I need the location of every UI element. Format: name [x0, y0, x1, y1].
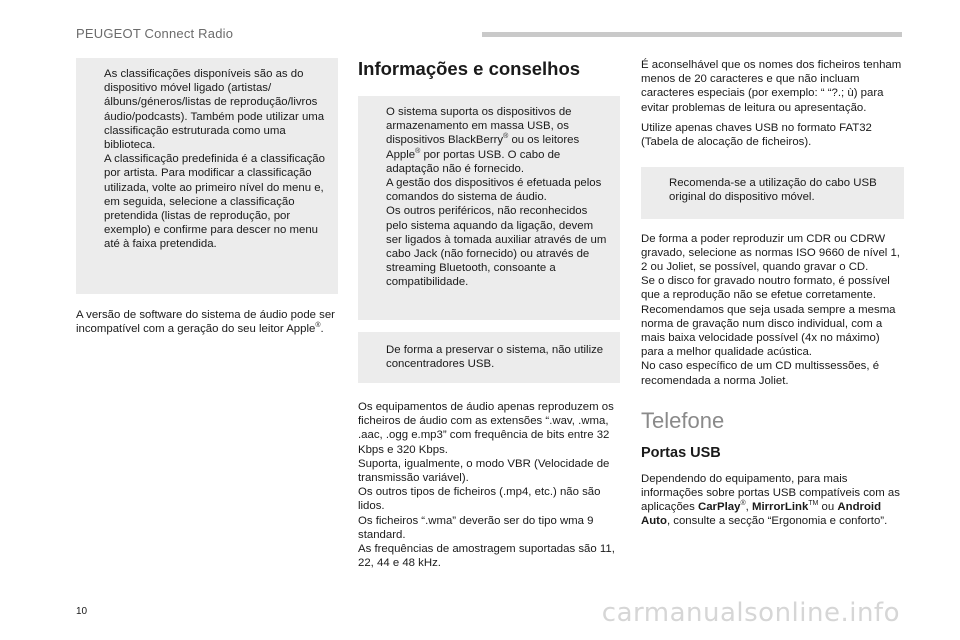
warning-box-hubs: [358, 332, 620, 383]
info-box-usb-cable: [641, 167, 904, 218]
usb-ports-text: Dependendo do equipamento, para mais informações sobre portas USB compatíveis com as aplicações CarPlay®, MirrorLink™ ou Android Auto, consulte a secção “Ergonomia e conforto”.: [641, 472, 900, 528]
warning-icon: [367, 344, 379, 362]
info-text-2: A classificação predefinida é a classificação por artista. Para modificar a classificação utilizada, volte ao primeiro nível do menu e, em seguida, selecione a classificação pretendida (listas de reprodução, por exemplo) e confirme para descer no menu até à faixa pretendida.: [104, 153, 325, 251]
info-cable-text: Recomenda-se a utilização do cabo USB original do dispositivo móvel.: [669, 177, 877, 204]
column-2: [358, 58, 620, 570]
warning-box-usb-devices: [358, 96, 620, 320]
page-number: 10: [76, 606, 88, 617]
info-text-1: As classificações disponíveis são as do dispositivo móvel ligado (artistas/álbuns/géneros/listas de reprodução/livros áudio/podcasts). Também pode utilizar uma classificação estruturada como uma biblioteca.: [104, 68, 325, 152]
audio-format-text: Os equipamentos de áudio apenas reproduzem os ficheiros de áudio com as extensões “.wav, .wma, .aac, .ogg e.mp3” com frequência de bits entre 32 Kbps e 320 Kbps. Suporta, igualmente, o modo VBR (Velocidade de transmissão variável). Os outros tipos de ficheiros (.mp4, etc.) não são lidos. Os ficheiros “.wma” deverão ser do tipo wma 9 standard. As frequências de amostragem suportadas são 11, 22, 44 e 48 kHz.: [358, 401, 615, 570]
cd-advice: De forma a poder reproduzir um CDR ou CDRW gravado, selecione as normas ISO 9660 de nível 1, 2 ou Joliet, se possível, quando gravar o CD. Se o disco for gravado noutro formato, é possível que a reprodução não se efetue corretamente. Recomendamos que seja usada sempre a mesma norma de gravação num disco individual, com a mais baixa velocidade possível (4x no máximo) para a melhor qualidade acústica. No caso específico de um CD multissessões, é recomendada a norma Joliet.: [641, 232, 900, 387]
warning-icon: [367, 106, 379, 124]
warning-text-2: A gestão dos dispositivos é efetuada pelos comandos do sistema de áudio.: [386, 177, 602, 204]
header-title: PEUGEOT Connect Radio: [76, 26, 234, 41]
info-icon: [85, 68, 97, 86]
subsection-title: Portas USB: [641, 444, 721, 461]
filename-advice: É aconselhável que os nomes dos ficheiros tenham menos de 20 caracteres e que não incluam caracteres especiais (por exemplo: “ “?.; ù) para evitar problemas de leitura ou apresentação. Utilize apenas chaves USB no formato FAT32 (Tabela de alocação de ficheiros).: [641, 59, 902, 149]
column-1: [76, 58, 338, 336]
warning-hub-text: De forma a preservar o sistema, não utilize concentradores USB.: [386, 343, 604, 370]
header-bar: [482, 32, 902, 37]
section-title: Informações e conselhos: [358, 58, 581, 79]
watermark: carmanualsonline.info: [601, 598, 900, 628]
info-box-classification: [76, 58, 338, 294]
warning-text-3: Os outros periféricos, não reconhecidos pelo sistema aquando da ligação, devem ser ligados à tomada auxiliar através de um cabo Jack (não fornecido) ou através de streaming Bluetooth, consoante a compatibilidade.: [386, 205, 607, 289]
software-note: A versão de software do sistema de áudio pode ser incompatível com a geração do seu leitor Apple®.: [76, 308, 335, 335]
warning-text-1: O sistema suporta os dispositivos de armazenamento em massa USB, os dispositivos BlackBerry® ou os leitores Apple® por portas USB. O cabo de adaptação não é fornecido.: [386, 106, 580, 175]
info-icon: [650, 177, 662, 195]
chapter-title: Telefone: [641, 407, 725, 433]
column-3: [641, 58, 904, 529]
